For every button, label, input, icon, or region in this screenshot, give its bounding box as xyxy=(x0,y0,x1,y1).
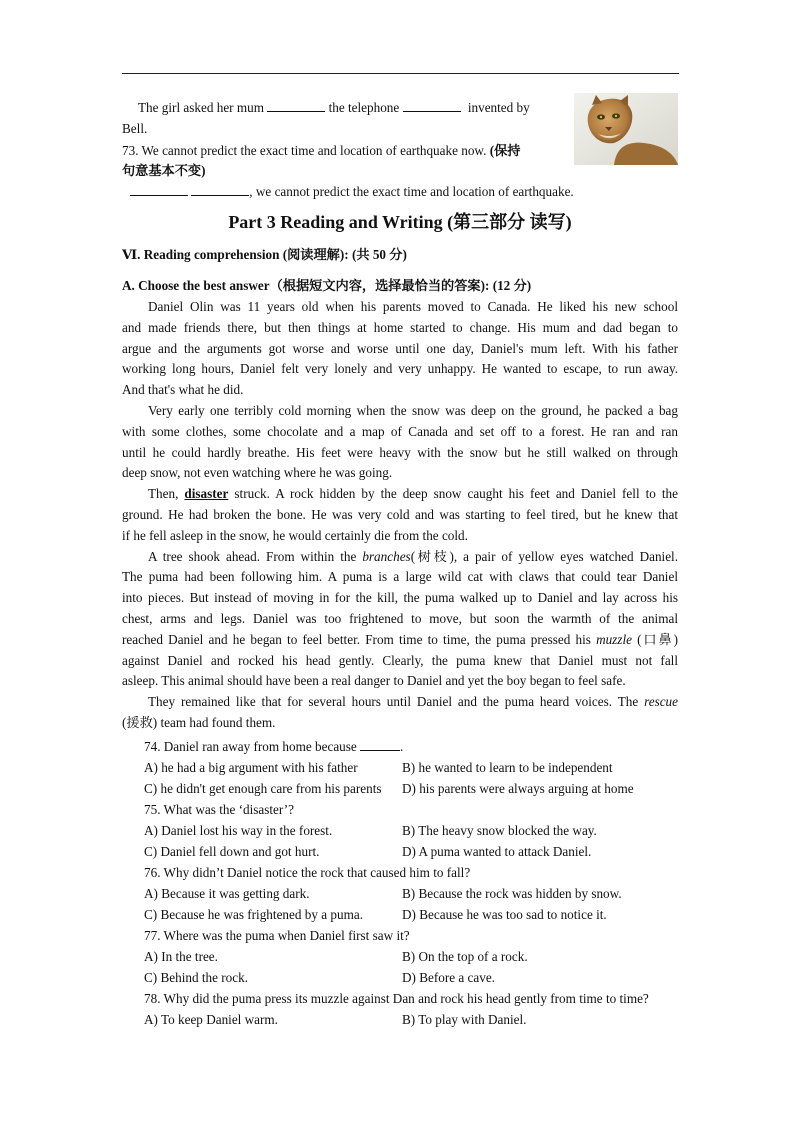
disaster-word: disaster xyxy=(184,486,229,502)
passage-line: deep snow, not even watching where he was going. xyxy=(122,465,393,481)
q74-blank[interactable] xyxy=(360,738,400,751)
question-75: 75. What was the ‘disaster’? xyxy=(144,802,295,817)
q73-note: (保持 xyxy=(489,143,521,158)
q72-text-b: the telephone xyxy=(328,100,400,115)
q72-text-c: invented by xyxy=(467,100,530,115)
q77-option-b[interactable]: B) On the top of a rock. xyxy=(402,949,528,964)
branches-word: branches xyxy=(362,548,411,564)
rescue-word: rescue xyxy=(644,694,679,710)
passage-line xyxy=(122,484,678,505)
q72-text-a: The girl asked her mum xyxy=(138,100,264,115)
question-78: 78. Why did the puma press its muzzle against Dan and rock his head gently from time to time? xyxy=(144,991,649,1006)
q72-blank-1[interactable] xyxy=(267,99,325,112)
passage-line: Daniel Olin was 11 years old when his parents moved to Canada. He liked his new school xyxy=(148,299,678,314)
p4-text-b: (树枝), a pair of yellow eyes watched Daniel. xyxy=(410,548,679,564)
passage-line: against Daniel and rocked his head gently. Clearly, the puma knew that Daniel must not fall xyxy=(122,652,678,668)
p5-text-a: They remained like that for several hours until Daniel and the puma heard voices. The xyxy=(148,694,639,710)
q73-text-end: , we cannot predict the exact time and location of earthquake. xyxy=(249,184,574,199)
passage-line: argue and the arguments got worse and worse until one day, Daniel's mum left. With his father xyxy=(122,340,678,356)
part-title: Part 3 Reading and Writing (第三部分 读写) xyxy=(228,212,572,232)
question-74 xyxy=(144,737,403,757)
passage-line: and made friends there, but then things at home started to change. His mum and dad began to xyxy=(122,319,678,335)
q74-stem: 74. Daniel ran away from home because xyxy=(144,739,357,754)
q77-option-d[interactable]: D) Before a cave. xyxy=(402,970,495,985)
q76-option-b[interactable]: B) Because the rock was hidden by snow. xyxy=(402,886,622,901)
q76-option-d[interactable]: D) Because he was too sad to notice it. xyxy=(402,907,607,922)
q75-option-a[interactable]: A) Daniel lost his way in the forest. xyxy=(144,823,333,838)
q74-tail: . xyxy=(400,739,404,754)
q75-option-c[interactable]: C) Daniel fell down and got hurt. xyxy=(144,844,320,859)
passage-line: into pieces. But instead of moving in for the kill, the puma walked up to Daniel and lay across his xyxy=(122,590,678,606)
passage-line xyxy=(122,692,678,713)
q77-option-a[interactable]: A) In the tree. xyxy=(144,949,218,964)
passage-line: asleep. This animal should have been a real danger to Daniel and yet the boy began to feel safe. xyxy=(122,673,626,689)
puma-photo xyxy=(574,93,678,165)
q73-line2: 句意基本不变) xyxy=(122,163,206,178)
question-76: 76. Why didn’t Daniel notice the rock that caused him to fall? xyxy=(144,865,471,880)
q74-option-a[interactable]: A) he had a big argument with his father xyxy=(144,760,358,775)
section-vi-heading: Ⅵ. Reading comprehension (阅读理解): (共 50 分) xyxy=(122,247,407,262)
passage-line: until he could hardly breathe. His feet were heavy with the snow but he still walked on through xyxy=(122,444,678,460)
q73-blank-2[interactable] xyxy=(191,183,249,196)
q73-blank-1[interactable] xyxy=(130,183,188,196)
q74-option-c[interactable]: C) he didn't get enough care from his parents xyxy=(144,781,382,796)
q72-blank-2[interactable] xyxy=(403,99,461,112)
q72-line1 xyxy=(138,98,530,118)
q73-line1 xyxy=(122,141,520,161)
p3-text-a: Then, xyxy=(148,486,179,502)
passage-line: chest, arms and legs. Daniel was too frightened to move, but soon the warmth of the animal xyxy=(122,610,678,626)
q74-option-d[interactable]: D) his parents were always arguing at home xyxy=(402,781,634,796)
passage xyxy=(122,297,678,734)
q73-text: 73. We cannot predict the exact time and location of earthquake now. xyxy=(122,143,487,158)
header-rule xyxy=(122,73,679,74)
passage-line: Very early one terribly cold morning when the snow was deep on the ground, he packed a bag xyxy=(148,402,678,418)
passage-line xyxy=(122,630,678,651)
q78-option-a[interactable]: A) To keep Daniel warm. xyxy=(144,1012,278,1027)
q76-option-a[interactable]: A) Because it was getting dark. xyxy=(144,886,310,901)
p4-text-c: reached Daniel and he began to feel better. From time to time, the puma pressed his xyxy=(122,631,591,647)
q75-option-b[interactable]: B) The heavy snow blocked the way. xyxy=(402,823,597,838)
question-77: 77. Where was the puma when Daniel first saw it? xyxy=(144,928,410,943)
q77-option-c[interactable]: C) Behind the rock. xyxy=(144,970,249,985)
passage-line: if he fell asleep in the snow, he would certainly die from the cold. xyxy=(122,527,468,543)
q76-option-c[interactable]: C) Because he was frightened by a puma. xyxy=(144,907,363,922)
passage-line: working long hours, Daniel felt very lonely and very unhappy. He wanted to escape, to run away. xyxy=(122,361,678,377)
passage-line: with some clothes, some chocolate and a map of Canada and set off to a forest. He ran and ran xyxy=(122,423,678,439)
passage-line: ground. He had broken the bone. He was very cold and was starting to feel tired, but he knew that xyxy=(122,506,678,522)
muzzle-word: muzzle xyxy=(596,631,632,647)
q75-option-d[interactable]: D) A puma wanted to attack Daniel. xyxy=(402,844,592,859)
p3-text-b: struck. A rock hidden by the deep snow caught his feet and Daniel fell to the xyxy=(234,486,679,502)
p4-text-a: A tree shook ahead. From within the xyxy=(148,548,357,564)
passage-line: (援救) team had found them. xyxy=(122,714,276,730)
q73-line3 xyxy=(130,182,574,202)
passage-line: And that's what he did. xyxy=(122,382,244,398)
passage-line xyxy=(122,547,678,568)
q72-line2: Bell. xyxy=(122,121,148,136)
q74-option-b[interactable]: B) he wanted to learn to be independent xyxy=(402,760,613,775)
passage-line: The puma had been following him. A puma is a large wild cat with claws that could tear Daniel xyxy=(122,569,678,585)
p4-text-d: (口鼻) xyxy=(637,631,678,647)
q78-option-b[interactable]: B) To play with Daniel. xyxy=(402,1012,527,1027)
section-a-heading: A. Choose the best answer（根据短文内容，选择最恰当的答案): (12 分) xyxy=(122,278,532,293)
